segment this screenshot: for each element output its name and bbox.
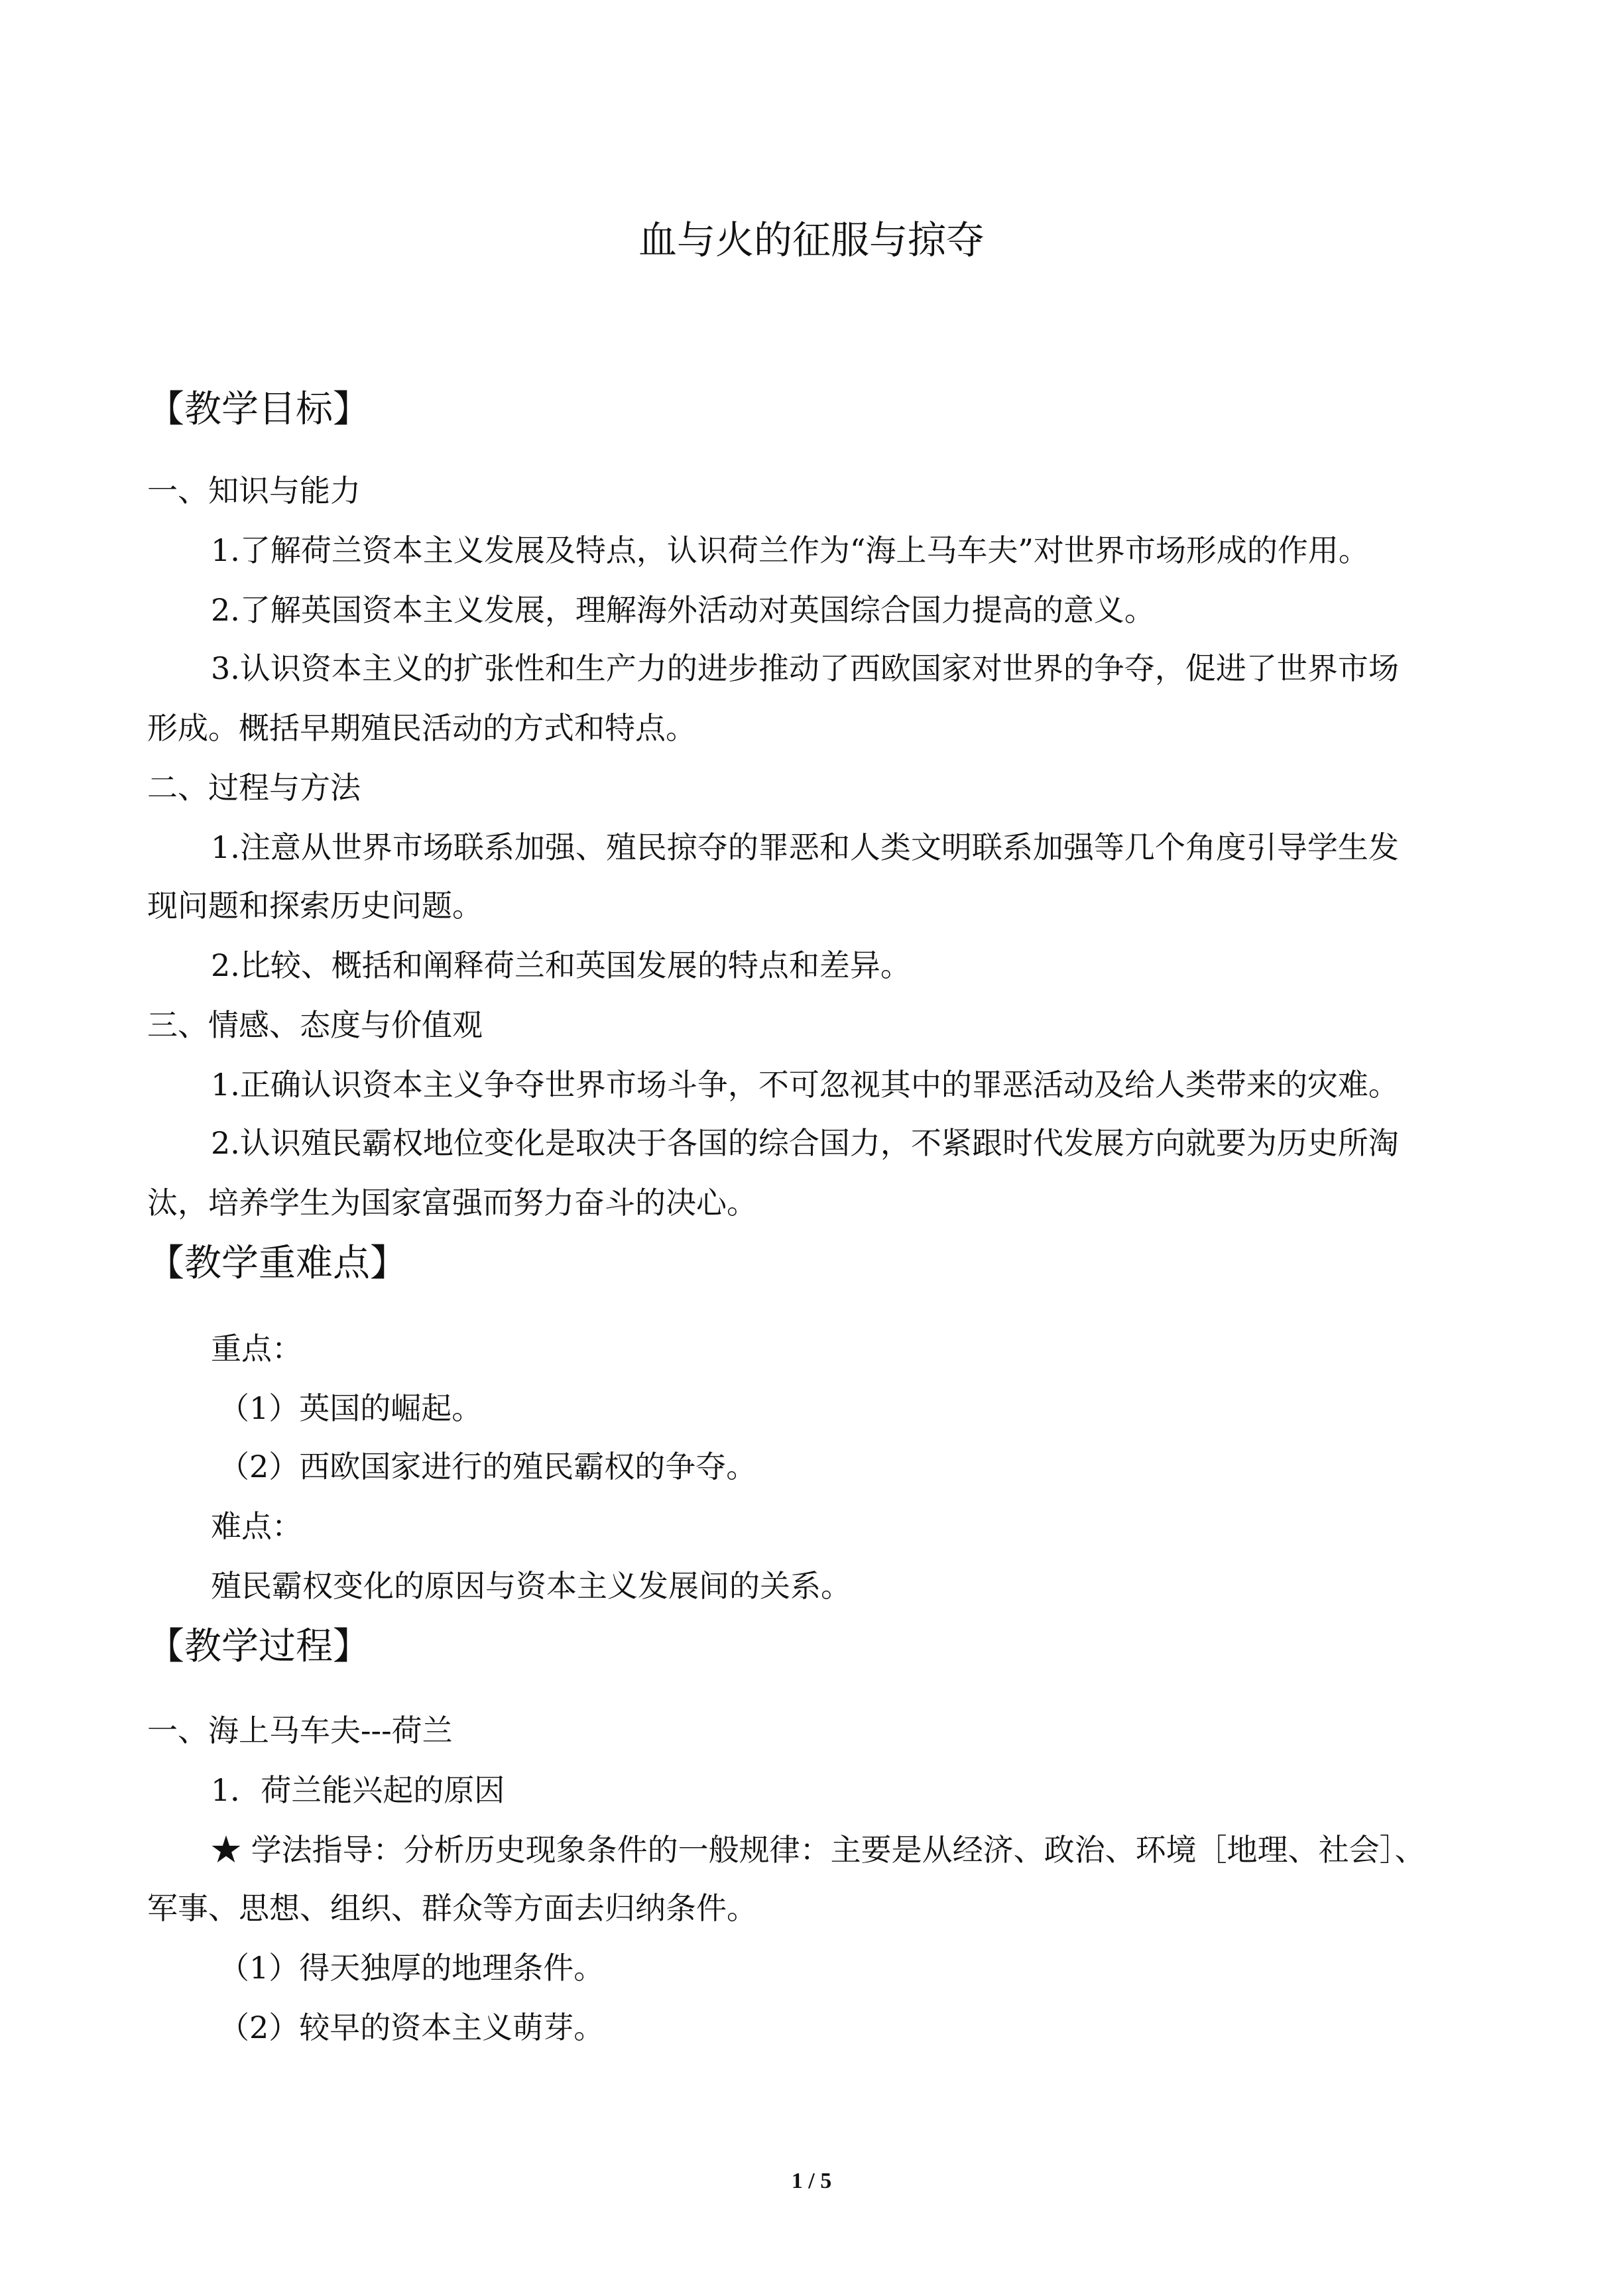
paragraph: 1.了解荷兰资本主义发展及特点，认识荷兰作为“海上马车夫”对世界市场形成的作用。 [211,532,1369,568]
list-item: （1）英国的崛起。 [219,1390,483,1426]
document-title: 血与火的征服与掠夺 [638,217,985,263]
key-label: 重点： [211,1331,302,1366]
subheading-knowledge: 一、知识与能力 [147,473,361,509]
study-tip: ★ 学法指导：分析历史现象条件的一般规律：主要是从经济、政治、环境［地理、社会］、 [211,1832,1425,1868]
difficult-label: 难点： [211,1508,302,1544]
paragraph: 2.了解英国资本主义发展，理解海外活动对英国综合国力提高的意义。 [211,592,1155,628]
subheading-process: 二、过程与方法 [147,770,361,806]
section-heading-teaching-process: 【教学过程】 [147,1625,370,1668]
paragraph: 1.正确认识资本主义争夺世界市场斗争，不可忽视其中的罪恶活动及给人类带来的灾难。 [211,1067,1399,1103]
subheading-part1: 一、海上马车夫---荷兰 [147,1713,453,1748]
paragraph-continuation: 军事、思想、组织、群众等方面去归纳条件。 [147,1890,757,1926]
section-heading-teaching-goals: 【教学目标】 [147,388,370,431]
paragraph: 2.认识殖民霸权地位变化是取决于各国的综合国力，不紧跟时代发展方向就要为历史所淘 [211,1125,1399,1161]
section-heading-key-points: 【教学重难点】 [147,1242,407,1285]
paragraph-continuation: 汰，培养学生为国家富强而努力奋斗的决心。 [147,1185,757,1221]
list-item: （1）得天独厚的地理条件。 [219,1950,605,1986]
paragraph: 殖民霸权变化的原因与资本主义发展间的关系。 [211,1568,851,1604]
paragraph: 1.注意从世界市场联系加强、殖民掠夺的罪恶和人类文明联系加强等几个角度引导学生发 [211,829,1399,865]
subheading-reasons: 1．荷兰能兴起的原因 [211,1772,505,1808]
page-number: 1 / 5 [791,2169,832,2193]
list-item: （2）较早的资本主义萌芽。 [219,2010,605,2045]
paragraph: 3.认识资本主义的扩张性和生产力的进步推动了西欧国家对世界的争夺，促进了世界市场 [211,650,1399,686]
paragraph-continuation: 现问题和探索历史问题。 [147,888,483,924]
subheading-values: 三、情感、态度与价值观 [147,1007,483,1043]
paragraph: 2.比较、概括和阐释荷兰和英国发展的特点和差异。 [211,947,911,983]
list-item: （2）西欧国家进行的殖民霸权的争夺。 [219,1449,757,1484]
paragraph-continuation: 形成。概括早期殖民活动的方式和特点。 [147,710,696,746]
